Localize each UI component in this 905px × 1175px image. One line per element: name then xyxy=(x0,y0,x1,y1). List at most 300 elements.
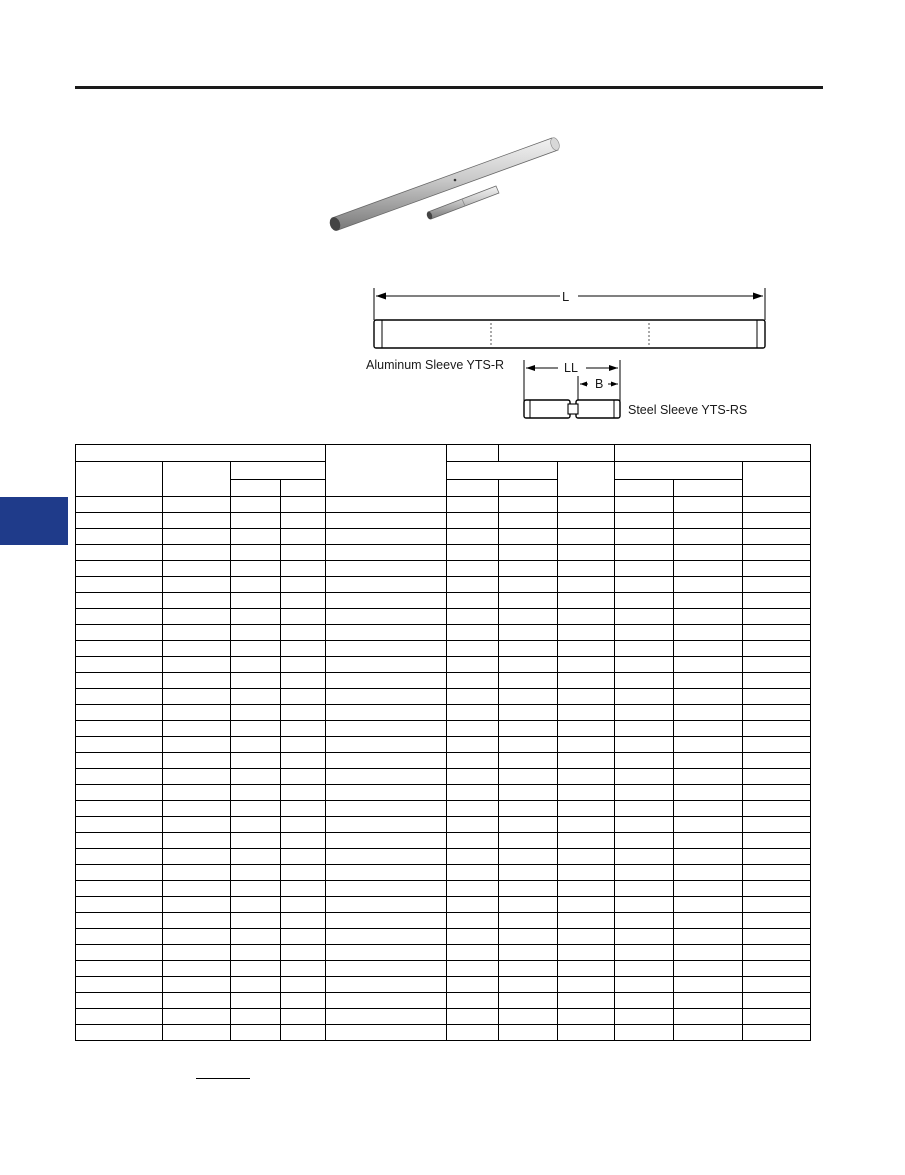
table-cell xyxy=(743,865,811,881)
table-cell xyxy=(743,737,811,753)
table-cell xyxy=(231,881,281,897)
table-cell xyxy=(743,657,811,673)
table-cell xyxy=(326,1009,447,1025)
table-cell xyxy=(163,833,231,849)
spec-table xyxy=(75,444,811,1041)
table-cell xyxy=(499,737,558,753)
table-cell xyxy=(447,497,499,513)
table-cell xyxy=(326,753,447,769)
table-cell xyxy=(231,849,281,865)
table-cell xyxy=(674,881,743,897)
table-cell xyxy=(743,721,811,737)
table-cell xyxy=(447,513,499,529)
table-cell xyxy=(231,625,281,641)
table-row xyxy=(76,705,811,721)
table-cell xyxy=(743,673,811,689)
table-row xyxy=(76,961,811,977)
table-cell xyxy=(499,977,558,993)
table-cell xyxy=(326,657,447,673)
table-cell xyxy=(558,513,615,529)
table-cell xyxy=(76,529,163,545)
table-row xyxy=(76,801,811,817)
table-cell xyxy=(231,817,281,833)
table-cell xyxy=(163,945,231,961)
table-cell xyxy=(281,945,326,961)
table-cell xyxy=(674,497,743,513)
table-cell xyxy=(231,993,281,1009)
table-row xyxy=(76,625,811,641)
table-cell xyxy=(743,513,811,529)
table-cell xyxy=(674,609,743,625)
table-cell xyxy=(743,545,811,561)
table-cell xyxy=(447,561,499,577)
table-cell xyxy=(163,753,231,769)
table-cell xyxy=(326,769,447,785)
table-cell xyxy=(558,769,615,785)
sleeve-photo xyxy=(320,130,570,240)
table-cell xyxy=(674,1025,743,1041)
table-cell xyxy=(326,737,447,753)
table-cell xyxy=(674,865,743,881)
table-cell xyxy=(558,1025,615,1041)
table-cell xyxy=(499,785,558,801)
table-cell xyxy=(163,657,231,673)
table-cell xyxy=(615,705,674,721)
table-cell xyxy=(326,881,447,897)
table-cell xyxy=(499,929,558,945)
table-cell xyxy=(674,897,743,913)
table-cell xyxy=(163,881,231,897)
table-cell xyxy=(326,897,447,913)
table-cell xyxy=(163,849,231,865)
table-cell xyxy=(615,593,674,609)
table-row xyxy=(76,1009,811,1025)
table-cell xyxy=(231,929,281,945)
table-cell xyxy=(281,1009,326,1025)
table-cell xyxy=(674,721,743,737)
table-row xyxy=(76,545,811,561)
table-cell xyxy=(743,881,811,897)
table-cell xyxy=(231,561,281,577)
table-cell xyxy=(499,497,558,513)
table-cell xyxy=(163,625,231,641)
table-cell xyxy=(499,689,558,705)
table-cell xyxy=(674,849,743,865)
table-cell xyxy=(76,753,163,769)
table-cell xyxy=(163,817,231,833)
table-cell xyxy=(558,929,615,945)
table-cell xyxy=(674,801,743,817)
table-cell xyxy=(163,801,231,817)
table-cell xyxy=(558,977,615,993)
table-cell xyxy=(447,721,499,737)
table-cell xyxy=(558,897,615,913)
table-cell xyxy=(163,961,231,977)
table-cell xyxy=(499,1009,558,1025)
table-cell xyxy=(281,753,326,769)
table-cell xyxy=(163,977,231,993)
table-cell xyxy=(281,625,326,641)
table-cell xyxy=(615,1009,674,1025)
table-cell xyxy=(326,641,447,657)
dimension-l-label: L xyxy=(562,289,570,304)
table-cell xyxy=(615,913,674,929)
table-cell xyxy=(447,785,499,801)
table-cell xyxy=(76,1025,163,1041)
table-cell xyxy=(615,785,674,801)
table-cell xyxy=(499,705,558,721)
table-cell xyxy=(76,673,163,689)
table-cell xyxy=(499,513,558,529)
table-cell xyxy=(326,545,447,561)
table-row xyxy=(76,977,811,993)
table-cell xyxy=(281,785,326,801)
table-cell xyxy=(558,545,615,561)
table-cell xyxy=(499,529,558,545)
table-cell xyxy=(558,817,615,833)
table-cell xyxy=(163,641,231,657)
table-cell xyxy=(674,961,743,977)
table-cell xyxy=(447,1025,499,1041)
table-cell xyxy=(615,561,674,577)
table-cell xyxy=(326,977,447,993)
table-row xyxy=(76,881,811,897)
table-cell xyxy=(674,513,743,529)
table-cell xyxy=(326,513,447,529)
table-cell xyxy=(615,865,674,881)
table-cell xyxy=(281,577,326,593)
table-cell xyxy=(558,657,615,673)
table-cell xyxy=(76,833,163,849)
table-cell xyxy=(743,1009,811,1025)
table-cell xyxy=(499,673,558,689)
table-cell xyxy=(281,673,326,689)
table-cell xyxy=(615,545,674,561)
table-cell xyxy=(326,785,447,801)
table-cell xyxy=(447,609,499,625)
table-cell xyxy=(674,641,743,657)
table-cell xyxy=(743,849,811,865)
table-row xyxy=(76,577,811,593)
table-cell xyxy=(499,657,558,673)
table-cell xyxy=(615,961,674,977)
table-row xyxy=(76,641,811,657)
table-cell xyxy=(558,833,615,849)
table-cell xyxy=(447,993,499,1009)
table-cell xyxy=(674,817,743,833)
table-row xyxy=(76,609,811,625)
table-cell xyxy=(615,945,674,961)
table-cell xyxy=(674,929,743,945)
table-cell xyxy=(231,689,281,705)
table-cell xyxy=(743,689,811,705)
table-cell xyxy=(76,865,163,881)
table-cell xyxy=(743,1025,811,1041)
table-cell xyxy=(615,609,674,625)
table-cell xyxy=(447,657,499,673)
table-cell xyxy=(743,593,811,609)
table-cell xyxy=(743,705,811,721)
table-cell xyxy=(76,1009,163,1025)
table-cell xyxy=(231,609,281,625)
table-cell xyxy=(615,625,674,641)
table-row xyxy=(76,945,811,961)
table-cell xyxy=(326,801,447,817)
table-cell xyxy=(674,769,743,785)
table-cell xyxy=(76,545,163,561)
table-cell xyxy=(231,577,281,593)
table-cell xyxy=(163,769,231,785)
table-cell xyxy=(447,689,499,705)
table-cell xyxy=(326,689,447,705)
table-cell xyxy=(674,705,743,721)
table-cell xyxy=(743,913,811,929)
table-cell xyxy=(499,545,558,561)
table-cell xyxy=(499,993,558,1009)
table-cell xyxy=(499,721,558,737)
table-cell xyxy=(674,993,743,1009)
table-row xyxy=(76,1025,811,1041)
table-cell xyxy=(674,977,743,993)
table-cell xyxy=(231,785,281,801)
table-cell xyxy=(447,817,499,833)
table-cell xyxy=(231,721,281,737)
table-cell xyxy=(499,625,558,641)
table-row xyxy=(76,817,811,833)
table-cell xyxy=(558,529,615,545)
table-row xyxy=(76,785,811,801)
table-cell xyxy=(231,833,281,849)
table-cell xyxy=(163,673,231,689)
table-cell xyxy=(231,737,281,753)
table-cell xyxy=(447,673,499,689)
table-row xyxy=(76,769,811,785)
table-cell xyxy=(674,689,743,705)
table-cell xyxy=(447,897,499,913)
table-cell xyxy=(558,865,615,881)
table-cell xyxy=(281,817,326,833)
table-cell xyxy=(231,1009,281,1025)
table-cell xyxy=(615,641,674,657)
table-cell xyxy=(163,1009,231,1025)
table-cell xyxy=(499,833,558,849)
table-cell xyxy=(615,817,674,833)
table-cell xyxy=(231,801,281,817)
table-cell xyxy=(281,929,326,945)
table-cell xyxy=(447,961,499,977)
table-cell xyxy=(447,705,499,721)
table-cell xyxy=(743,577,811,593)
table-cell xyxy=(281,561,326,577)
table-cell xyxy=(615,993,674,1009)
table-row xyxy=(76,913,811,929)
table-row xyxy=(76,929,811,945)
table-cell xyxy=(674,833,743,849)
table-cell xyxy=(281,689,326,705)
table-cell xyxy=(281,609,326,625)
table-cell xyxy=(231,977,281,993)
table-cell xyxy=(743,561,811,577)
table-cell xyxy=(326,929,447,945)
table-cell xyxy=(281,897,326,913)
table-row xyxy=(76,593,811,609)
table-cell xyxy=(743,833,811,849)
table-cell xyxy=(281,833,326,849)
dimension-b-label: B xyxy=(595,377,604,391)
table-cell xyxy=(76,705,163,721)
table-cell xyxy=(499,593,558,609)
table-cell xyxy=(615,929,674,945)
table-cell xyxy=(76,641,163,657)
table-cell xyxy=(231,945,281,961)
table-cell xyxy=(326,1025,447,1041)
table-cell xyxy=(447,833,499,849)
section-tab xyxy=(0,497,68,545)
table-cell xyxy=(615,977,674,993)
table-cell xyxy=(76,561,163,577)
table-cell xyxy=(674,561,743,577)
table-cell xyxy=(76,849,163,865)
table-cell xyxy=(281,913,326,929)
table-cell xyxy=(674,593,743,609)
table-cell xyxy=(447,1009,499,1025)
table-cell xyxy=(231,673,281,689)
table-cell xyxy=(231,513,281,529)
table-cell xyxy=(615,497,674,513)
table-cell xyxy=(499,1025,558,1041)
table-cell xyxy=(163,1025,231,1041)
table-cell xyxy=(163,897,231,913)
table-cell xyxy=(558,801,615,817)
table-cell xyxy=(743,609,811,625)
table-cell xyxy=(499,945,558,961)
table-cell xyxy=(326,865,447,881)
table-cell xyxy=(743,529,811,545)
table-cell xyxy=(231,961,281,977)
table-cell xyxy=(447,945,499,961)
table-cell xyxy=(231,913,281,929)
table-cell xyxy=(281,657,326,673)
table-cell xyxy=(76,657,163,673)
table-cell xyxy=(743,929,811,945)
table-cell xyxy=(163,593,231,609)
table-row xyxy=(76,993,811,1009)
table-cell xyxy=(326,945,447,961)
table-cell xyxy=(163,785,231,801)
table-cell xyxy=(163,913,231,929)
table-cell xyxy=(615,673,674,689)
table-cell xyxy=(615,689,674,705)
table-cell xyxy=(499,849,558,865)
top-rule xyxy=(75,86,823,89)
table-cell xyxy=(447,881,499,897)
table-cell xyxy=(499,881,558,897)
table-cell xyxy=(615,849,674,865)
table-cell xyxy=(281,849,326,865)
table-cell xyxy=(76,689,163,705)
table-cell xyxy=(231,545,281,561)
table-cell xyxy=(326,609,447,625)
table-cell xyxy=(281,545,326,561)
table-cell xyxy=(558,641,615,657)
table-cell xyxy=(447,577,499,593)
table-cell xyxy=(76,961,163,977)
table-cell xyxy=(674,625,743,641)
table-cell xyxy=(743,897,811,913)
table-cell xyxy=(447,849,499,865)
table-cell xyxy=(231,705,281,721)
table-cell xyxy=(76,897,163,913)
table-cell xyxy=(76,785,163,801)
table-cell xyxy=(326,913,447,929)
table-cell xyxy=(499,769,558,785)
table-cell xyxy=(499,865,558,881)
table-cell xyxy=(615,513,674,529)
table-cell xyxy=(76,593,163,609)
table-cell xyxy=(326,833,447,849)
table-cell xyxy=(558,945,615,961)
table-cell xyxy=(615,769,674,785)
table-cell xyxy=(281,705,326,721)
table-cell xyxy=(743,961,811,977)
table-cell xyxy=(743,769,811,785)
table-cell xyxy=(743,977,811,993)
table-cell xyxy=(76,929,163,945)
table-cell xyxy=(76,625,163,641)
table-row xyxy=(76,753,811,769)
table-cell xyxy=(499,801,558,817)
table-cell xyxy=(743,641,811,657)
table-cell xyxy=(163,929,231,945)
table-cell xyxy=(281,593,326,609)
table-cell xyxy=(743,753,811,769)
table-cell xyxy=(281,529,326,545)
table-cell xyxy=(231,641,281,657)
table-cell xyxy=(558,497,615,513)
table-cell xyxy=(558,961,615,977)
table-cell xyxy=(231,865,281,881)
table-cell xyxy=(447,593,499,609)
table-cell xyxy=(615,753,674,769)
table-row xyxy=(76,833,811,849)
table-row xyxy=(76,529,811,545)
table-cell xyxy=(231,657,281,673)
table-cell xyxy=(326,993,447,1009)
table-row xyxy=(76,897,811,913)
table-cell xyxy=(558,1009,615,1025)
table-cell xyxy=(76,801,163,817)
table-cell xyxy=(281,513,326,529)
table-cell xyxy=(743,801,811,817)
table-cell xyxy=(447,545,499,561)
table-cell xyxy=(231,897,281,913)
aluminum-sleeve-label: Aluminum Sleeve YTS-R xyxy=(366,358,505,372)
table-cell xyxy=(558,609,615,625)
table-cell xyxy=(163,529,231,545)
table-cell xyxy=(326,593,447,609)
table-cell xyxy=(326,625,447,641)
table-cell xyxy=(743,817,811,833)
table-row xyxy=(76,673,811,689)
table-cell xyxy=(558,737,615,753)
table-cell xyxy=(163,497,231,513)
spec-table-header xyxy=(76,445,811,497)
table-cell xyxy=(674,577,743,593)
table-cell xyxy=(674,673,743,689)
aluminum-sleeve-photo xyxy=(328,137,561,233)
table-cell xyxy=(76,737,163,753)
table-cell xyxy=(231,769,281,785)
